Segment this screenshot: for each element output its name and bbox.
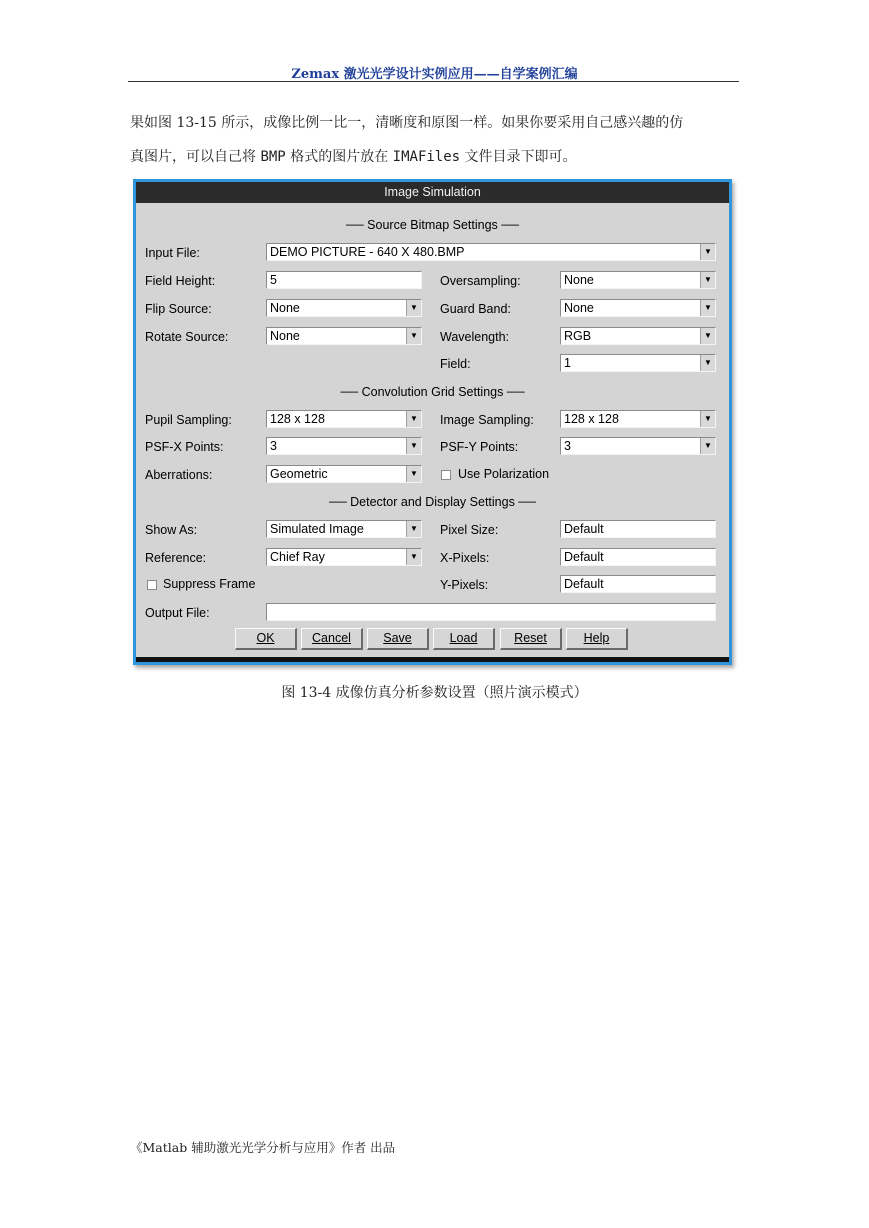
- chevron-down-icon[interactable]: ▼: [700, 272, 715, 288]
- aberrations-value: Geometric: [270, 467, 328, 481]
- load-button[interactable]: Load: [433, 628, 495, 650]
- wavelength-value: RGB: [564, 329, 592, 343]
- input-file-select[interactable]: [266, 243, 716, 261]
- rotate-source-select[interactable]: [266, 327, 422, 345]
- body-paragraph-line-1: [130, 112, 742, 132]
- chevron-down-icon[interactable]: ▼: [406, 466, 421, 482]
- psf-x-points-value: 3: [270, 439, 277, 453]
- pixel-size-label: Pixel Size:: [440, 523, 499, 537]
- use-polarization-checkbox[interactable]: [441, 470, 451, 480]
- guard-band-select[interactable]: [560, 299, 716, 317]
- chevron-down-icon[interactable]: ▼: [406, 549, 421, 565]
- field-height-label: Field Height:: [145, 274, 216, 288]
- chevron-down-icon[interactable]: ▼: [406, 521, 421, 537]
- pixel-size-input[interactable]: Default: [560, 520, 716, 538]
- chevron-down-icon[interactable]: ▼: [700, 411, 715, 427]
- dialog-bottom-bar: [136, 657, 729, 662]
- rotate-source-label: Rotate Source:: [145, 330, 229, 344]
- show-as-select[interactable]: [266, 520, 422, 538]
- suppress-frame-label[interactable]: Suppress Frame: [163, 577, 256, 591]
- psf-x-points-select[interactable]: [266, 437, 422, 455]
- folder-name: IMAFiles: [392, 149, 461, 165]
- ok-button[interactable]: OK: [235, 628, 297, 650]
- chevron-down-icon[interactable]: ▼: [406, 438, 421, 454]
- guard-band-label: Guard Band:: [440, 302, 511, 316]
- reset-button[interactable]: Reset: [500, 628, 562, 650]
- wavelength-label: Wavelength:: [440, 330, 510, 344]
- oversampling-label: Oversampling:: [440, 274, 521, 288]
- input-file-value: DEMO PICTURE - 640 X 480.BMP: [270, 245, 465, 259]
- field-select[interactable]: [560, 354, 716, 372]
- reference-value: Chief Ray: [270, 550, 325, 564]
- figure-caption: 图 13-4 成像仿真分析参数设置（照片演示模式）: [281, 685, 588, 701]
- reference-select[interactable]: [266, 548, 422, 566]
- psf-y-points-select[interactable]: [560, 437, 716, 455]
- chevron-down-icon[interactable]: ▼: [406, 300, 421, 316]
- save-button[interactable]: Save: [367, 628, 429, 650]
- image-simulation-dialog: [133, 179, 732, 665]
- section-convolution-grid: ── Convolution Grid Settings ──: [340, 385, 525, 399]
- chevron-down-icon[interactable]: ▼: [406, 328, 421, 344]
- flip-source-select[interactable]: [266, 299, 422, 317]
- page-footer: 《Matlab 辅助激光光学分析与应用》作者 出品: [130, 1140, 396, 1155]
- chevron-down-icon[interactable]: ▼: [700, 328, 715, 344]
- image-sampling-select[interactable]: [560, 410, 716, 428]
- x-pixels-label: X-Pixels:: [440, 551, 490, 565]
- wavelength-select[interactable]: [560, 327, 716, 345]
- pupil-sampling-select[interactable]: [266, 410, 422, 428]
- help-button[interactable]: Help: [566, 628, 628, 650]
- guard-band-value: None: [564, 301, 594, 315]
- psf-y-points-value: 3: [564, 439, 571, 453]
- format-name: BMP: [260, 149, 286, 165]
- psf-y-points-label: PSF-Y Points:: [440, 440, 519, 454]
- reference-label: Reference:: [145, 551, 207, 565]
- section-source-bitmap: ── Source Bitmap Settings ──: [346, 218, 519, 232]
- field-value: 1: [564, 356, 571, 370]
- chevron-down-icon[interactable]: ▼: [700, 355, 715, 371]
- field-label: Field:: [440, 357, 471, 371]
- pupil-sampling-value: 128 x 128: [270, 412, 325, 426]
- chevron-down-icon[interactable]: ▼: [700, 300, 715, 316]
- body-text-segment: 果如图: [130, 115, 177, 131]
- suppress-frame-checkbox[interactable]: [147, 580, 157, 590]
- oversampling-value: None: [564, 273, 594, 287]
- use-polarization-label[interactable]: Use Polarization: [458, 467, 550, 481]
- chevron-down-icon[interactable]: ▼: [700, 438, 715, 454]
- x-pixels-input[interactable]: Default: [560, 548, 716, 566]
- chevron-down-icon[interactable]: ▼: [700, 244, 715, 260]
- psf-x-points-label: PSF-X Points:: [145, 440, 224, 454]
- body-text-segment: 所示，成像比例一比一，清晰度和原图一样。如果你要采用自己感兴趣的仿: [216, 115, 684, 131]
- flip-source-value: None: [270, 301, 300, 315]
- flip-source-label: Flip Source:: [145, 302, 212, 316]
- aberrations-label: Aberrations:: [145, 468, 213, 482]
- output-file-label: Output File:: [145, 606, 210, 620]
- dialog-title-bar[interactable]: Image Simulation: [136, 182, 729, 203]
- body-paragraph-line-2: [130, 146, 742, 166]
- rotate-source-value: None: [270, 329, 300, 343]
- aberrations-select[interactable]: [266, 465, 422, 483]
- page-header-title: Zemax 激光光学设计实例应用——自学案例汇编: [291, 67, 578, 82]
- body-text-segment: 格式的图片放在: [285, 149, 393, 165]
- field-height-input[interactable]: 5: [266, 271, 422, 289]
- show-as-label: Show As:: [145, 523, 198, 537]
- body-text-segment: 文件目录下即可。: [460, 149, 577, 165]
- section-detector-display: ── Detector and Display Settings ──: [328, 495, 537, 509]
- oversampling-select[interactable]: [560, 271, 716, 289]
- y-pixels-label: Y-Pixels:: [440, 578, 489, 592]
- image-sampling-value: 128 x 128: [564, 412, 619, 426]
- header-rule: [128, 81, 739, 82]
- input-file-label: Input File:: [145, 246, 200, 260]
- y-pixels-input[interactable]: Default: [560, 575, 716, 593]
- figure-reference: 13-15: [176, 115, 217, 131]
- cancel-button[interactable]: Cancel: [301, 628, 363, 650]
- show-as-value: Simulated Image: [270, 522, 364, 536]
- body-text-segment: 真图片，可以自己将: [130, 149, 261, 165]
- chevron-down-icon[interactable]: ▼: [406, 411, 421, 427]
- image-sampling-label: Image Sampling:: [440, 413, 534, 427]
- output-file-input[interactable]: [266, 603, 716, 621]
- pupil-sampling-label: Pupil Sampling:: [145, 413, 232, 427]
